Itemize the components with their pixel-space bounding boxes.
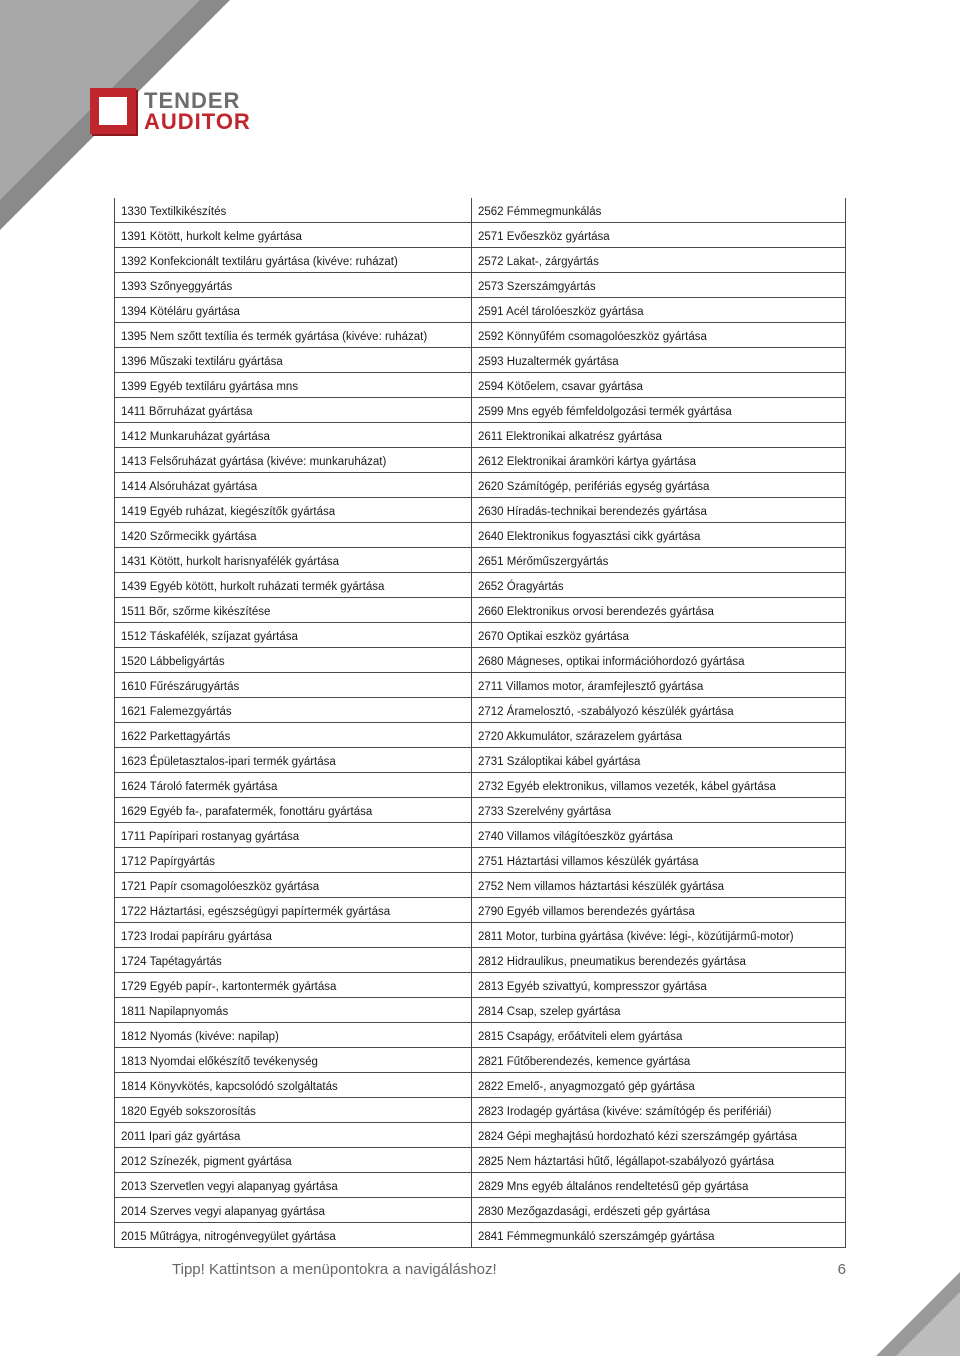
left-activity-cell: 2012 Színezék, pigment gyártása (115, 1148, 472, 1173)
table-row (115, 598, 846, 623)
table-row (115, 848, 846, 873)
left-activity-cell: 1811 Napilapnyomás (115, 998, 472, 1023)
right-activity-cell: 2733 Szerelvény gyártása (472, 798, 846, 823)
table-row (115, 723, 846, 748)
left-activity-cell: 1511 Bőr, szőrme kikészítése (115, 598, 472, 623)
table-row (115, 1048, 846, 1073)
right-activity-cell: 2630 Híradás-technikai berendezés gyártása (472, 498, 846, 523)
left-activity-cell: 2014 Szerves vegyi alapanyag gyártása (115, 1198, 472, 1223)
table-row (115, 1198, 846, 1223)
table-row (115, 373, 846, 398)
table-row (115, 273, 846, 298)
table-row (115, 198, 846, 223)
left-activity-cell: 1419 Egyéb ruházat, kiegészítők gyártása (115, 498, 472, 523)
right-activity-cell: 2841 Fémmegmunkáló szerszámgép gyártása (472, 1223, 846, 1248)
left-activity-cell: 1622 Parkettagyártás (115, 723, 472, 748)
table-row (115, 773, 846, 798)
left-activity-cell: 1814 Könyvkötés, kapcsolódó szolgáltatás (115, 1073, 472, 1098)
left-activity-cell: 1414 Alsóruházat gyártása (115, 473, 472, 498)
table-row (115, 648, 846, 673)
tender-auditor-logo[interactable] (90, 88, 251, 134)
right-activity-cell: 2829 Mns egyéb általános rendeltetésű gép gyártása (472, 1173, 846, 1198)
left-activity-cell: 2013 Szervetlen vegyi alapanyag gyártása (115, 1173, 472, 1198)
table-row (115, 973, 846, 998)
right-activity-cell: 2670 Optikai eszköz gyártása (472, 623, 846, 648)
table-row (115, 623, 846, 648)
right-activity-cell: 2732 Egyéb elektronikus, villamos vezeték, kábel gyártása (472, 773, 846, 798)
right-activity-cell: 2652 Óragyártás (472, 573, 846, 598)
right-activity-cell: 2821 Fűtőberendezés, kemence gyártása (472, 1048, 846, 1073)
right-activity-cell: 2594 Kötőelem, csavar gyártása (472, 373, 846, 398)
right-activity-cell: 2591 Acél tárolóeszköz gyártása (472, 298, 846, 323)
page-footer (172, 1261, 846, 1283)
table-row (115, 298, 846, 323)
left-activity-cell: 2015 Műtrágya, nitrogénvegyület gyártása (115, 1223, 472, 1248)
left-activity-cell: 1394 Kötéláru gyártása (115, 298, 472, 323)
table-row (115, 1173, 846, 1198)
right-activity-cell: 2830 Mezőgazdasági, erdészeti gép gyártása (472, 1198, 846, 1223)
activity-codes-table (114, 198, 846, 1248)
table-row (115, 698, 846, 723)
right-activity-cell: 2680 Mágneses, optikai információhordozó gyártása (472, 648, 846, 673)
right-activity-cell: 2812 Hidraulikus, pneumatikus berendezés gyártása (472, 948, 846, 973)
table-row (115, 873, 846, 898)
left-activity-cell: 1712 Papírgyártás (115, 848, 472, 873)
table-row (115, 423, 846, 448)
table-row (115, 523, 846, 548)
table-row (115, 923, 846, 948)
left-activity-cell: 1812 Nyomás (kivéve: napilap) (115, 1023, 472, 1048)
table-row (115, 748, 846, 773)
table-row (115, 448, 846, 473)
left-activity-cell: 1623 Épületasztalos-ipari termék gyártása (115, 748, 472, 773)
table-row (115, 1098, 846, 1123)
table-row (115, 1123, 846, 1148)
table-row (115, 548, 846, 573)
left-activity-cell: 1711 Papíripari rostanyag gyártása (115, 823, 472, 848)
navigation-tip: Tipp! Kattintson a menüpontokra a navigáláshoz! (172, 1261, 497, 1278)
right-activity-cell: 2599 Mns egyéb fémfeldolgozási termék gyártása (472, 398, 846, 423)
right-activity-cell: 2593 Huzaltermék gyártása (472, 348, 846, 373)
right-activity-cell: 2824 Gépi meghajtású hordozható kézi szerszámgép gyártása (472, 1123, 846, 1148)
table-row (115, 223, 846, 248)
table-row (115, 823, 846, 848)
right-activity-cell: 2790 Egyéb villamos berendezés gyártása (472, 898, 846, 923)
right-activity-cell: 2720 Akkumulátor, szárazelem gyártása (472, 723, 846, 748)
right-activity-cell: 2815 Csapágy, erőátviteli elem gyártása (472, 1023, 846, 1048)
page-number: 6 (837, 1261, 846, 1278)
right-activity-cell: 2562 Fémmegmunkálás (472, 198, 846, 223)
left-activity-cell: 1396 Műszaki textiláru gyártása (115, 348, 472, 373)
left-activity-cell: 1512 Táskafélék, szíjazat gyártása (115, 623, 472, 648)
right-activity-cell: 2825 Nem háztartási hűtő, légállapot-szabályozó gyártása (472, 1148, 846, 1173)
right-activity-cell: 2620 Számítógép, perifériás egység gyártása (472, 473, 846, 498)
table-row (115, 248, 846, 273)
left-activity-cell: 1723 Irodai papíráru gyártása (115, 923, 472, 948)
right-activity-cell: 2571 Evőeszköz gyártása (472, 223, 846, 248)
left-activity-cell: 1413 Felsőruházat gyártása (kivéve: munkaruházat) (115, 448, 472, 473)
right-activity-cell: 2752 Nem villamos háztartási készülék gyártása (472, 873, 846, 898)
table-row (115, 1023, 846, 1048)
table-row (115, 573, 846, 598)
table-row (115, 1148, 846, 1173)
table-row (115, 898, 846, 923)
right-activity-cell: 2811 Motor, turbina gyártása (kivéve: légi-, közútijármű-motor) (472, 923, 846, 948)
table-row (115, 348, 846, 373)
left-activity-cell: 1392 Konfekcionált textiláru gyártása (kivéve: ruházat) (115, 248, 472, 273)
logo-mark-icon (90, 88, 136, 134)
logo-line-1: TENDER (144, 88, 241, 113)
left-activity-cell: 1721 Papír csomagolóeszköz gyártása (115, 873, 472, 898)
table-row (115, 398, 846, 423)
table-row (115, 1223, 846, 1248)
left-activity-cell: 1610 Fűrészárugyártás (115, 673, 472, 698)
right-activity-cell: 2822 Emelő-, anyagmozgató gép gyártása (472, 1073, 846, 1098)
right-activity-cell: 2612 Elektronikai áramköri kártya gyártása (472, 448, 846, 473)
left-activity-cell: 1411 Bőrruházat gyártása (115, 398, 472, 423)
activity-codes-body (115, 198, 846, 1248)
left-activity-cell: 1412 Munkaruházat gyártása (115, 423, 472, 448)
right-activity-cell: 2823 Irodagép gyártása (kivéve: számítógép és perifériái) (472, 1098, 846, 1123)
left-activity-cell: 1439 Egyéb kötött, hurkolt ruházati termék gyártása (115, 573, 472, 598)
corner-decoration-bottom-right-inner (896, 1292, 960, 1356)
right-activity-cell: 2813 Egyéb szivattyú, kompresszor gyártása (472, 973, 846, 998)
right-activity-cell: 2731 Száloptikai kábel gyártása (472, 748, 846, 773)
left-activity-cell: 1621 Falemezgyártás (115, 698, 472, 723)
left-activity-cell: 1813 Nyomdai előkészítő tevékenység (115, 1048, 472, 1073)
table-row (115, 798, 846, 823)
left-activity-cell: 2011 Ipari gáz gyártása (115, 1123, 472, 1148)
right-activity-cell: 2814 Csap, szelep gyártása (472, 998, 846, 1023)
logo-text (144, 90, 251, 132)
table-row (115, 998, 846, 1023)
left-activity-cell: 1520 Lábbeligyártás (115, 648, 472, 673)
left-activity-cell: 1820 Egyéb sokszorosítás (115, 1098, 472, 1123)
left-activity-cell: 1395 Nem szőtt textília és termék gyártása (kivéve: ruházat) (115, 323, 472, 348)
left-activity-cell: 1431 Kötött, hurkolt harisnyafélék gyártása (115, 548, 472, 573)
left-activity-cell: 1391 Kötött, hurkolt kelme gyártása (115, 223, 472, 248)
table-row (115, 473, 846, 498)
left-activity-cell: 1624 Tároló fatermék gyártása (115, 773, 472, 798)
right-activity-cell: 2712 Áramelosztó, -szabályozó készülék gyártása (472, 698, 846, 723)
right-activity-cell: 2611 Elektronikai alkatrész gyártása (472, 423, 846, 448)
right-activity-cell: 2592 Könnyűfém csomagolóeszköz gyártása (472, 323, 846, 348)
left-activity-cell: 1724 Tapétagyártás (115, 948, 472, 973)
right-activity-cell: 2640 Elektronikus fogyasztási cikk gyártása (472, 523, 846, 548)
right-activity-cell: 2711 Villamos motor, áramfejlesztő gyártása (472, 673, 846, 698)
right-activity-cell: 2572 Lakat-, zárgyártás (472, 248, 846, 273)
right-activity-cell: 2751 Háztartási villamos készülék gyártása (472, 848, 846, 873)
right-activity-cell: 2651 Mérőműszergyártás (472, 548, 846, 573)
table-row (115, 673, 846, 698)
logo-line-2: AUDITOR (144, 109, 251, 134)
table-row (115, 948, 846, 973)
left-activity-cell: 1629 Egyéb fa-, parafatermék, fonottáru gyártása (115, 798, 472, 823)
left-activity-cell: 1420 Szőrmecikk gyártása (115, 523, 472, 548)
table-row (115, 498, 846, 523)
table-row (115, 323, 846, 348)
table-row (115, 1073, 846, 1098)
left-activity-cell: 1393 Szőnyeggyártás (115, 273, 472, 298)
right-activity-cell: 2660 Elektronikus orvosi berendezés gyártása (472, 598, 846, 623)
right-activity-cell: 2740 Villamos világítóeszköz gyártása (472, 823, 846, 848)
right-activity-cell: 2573 Szerszámgyártás (472, 273, 846, 298)
left-activity-cell: 1399 Egyéb textiláru gyártása mns (115, 373, 472, 398)
left-activity-cell: 1729 Egyéb papír-, kartontermék gyártása (115, 973, 472, 998)
left-activity-cell: 1722 Háztartási, egészségügyi papírtermék gyártása (115, 898, 472, 923)
left-activity-cell: 1330 Textilkikészítés (115, 198, 472, 223)
